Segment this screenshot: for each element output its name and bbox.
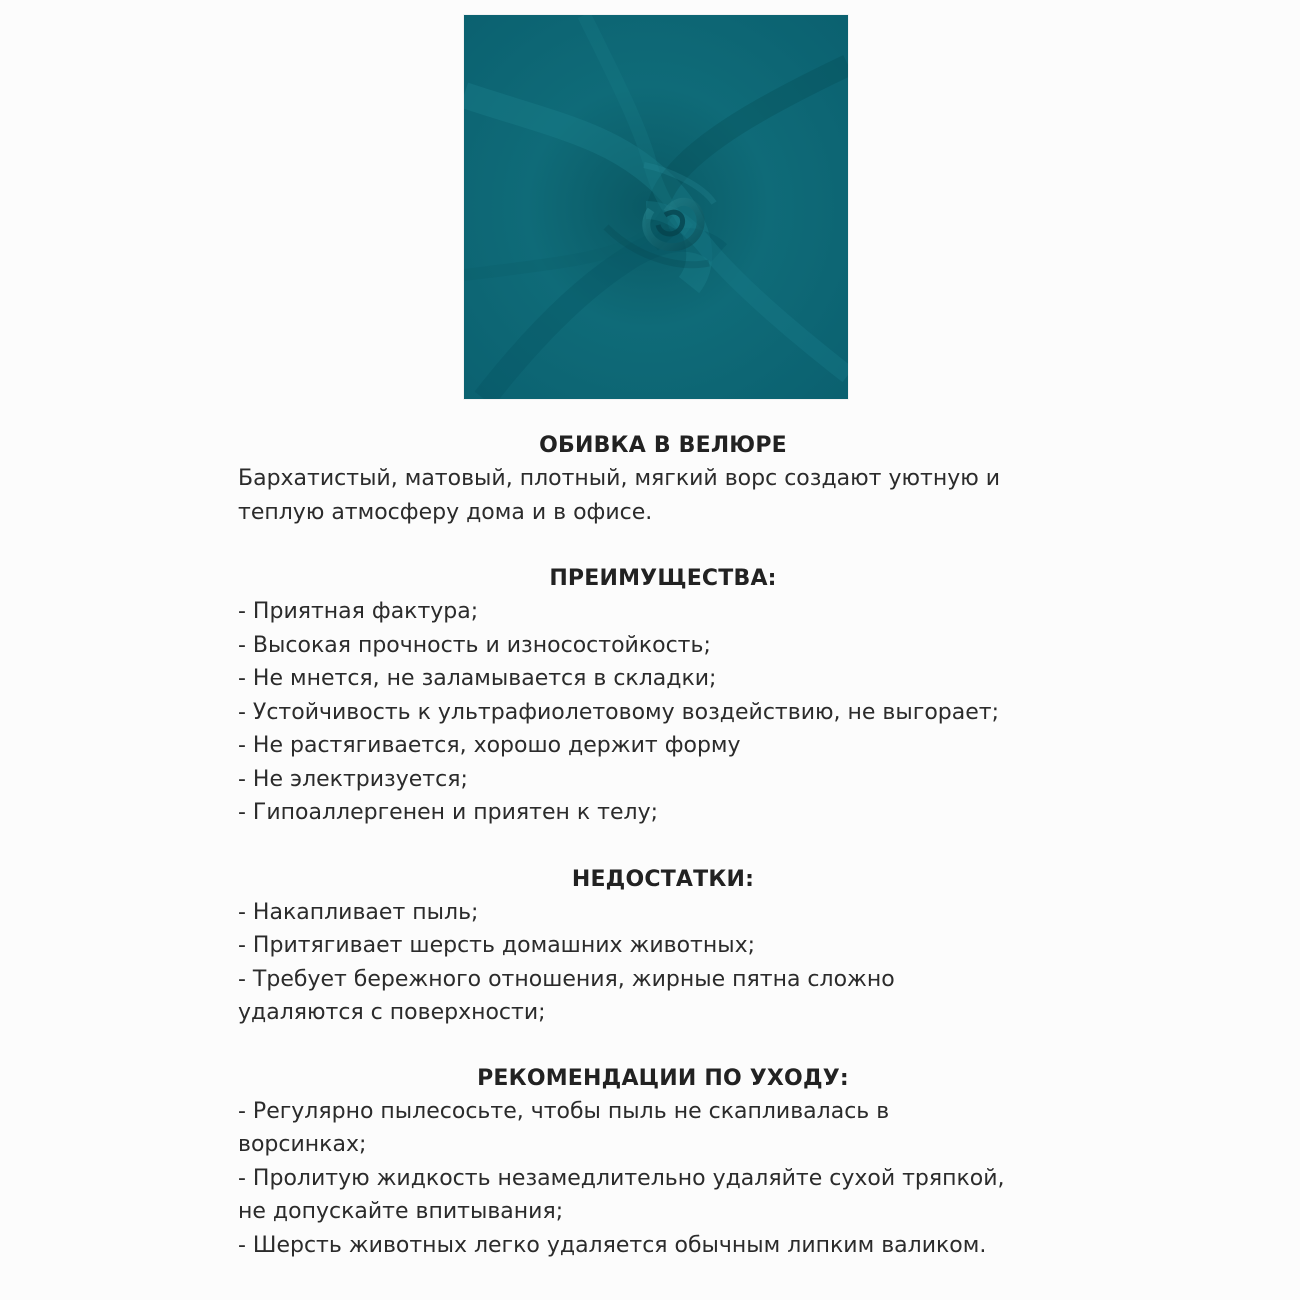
care-section <box>238 1062 1088 1263</box>
disadvantages-title: НЕДОСТАТКИ: <box>571 866 755 892</box>
disadvantages-item: - Притягивает шерсть домашних животных; <box>238 933 756 958</box>
care-item: - Шерсть животных легко удаляется обычным липким валиком. <box>238 1232 987 1258</box>
advantages-item: - Устойчивость к ультрафиолетовому воздействию, не выгорает; <box>238 699 999 725</box>
spacer <box>238 830 1088 863</box>
care-item: - Регулярно пылесосьте, чтобы пыль не скапливалась в <box>238 1098 890 1124</box>
advantages-item: - Не мнется, не заламывается в складки; <box>238 666 717 691</box>
care-list <box>238 1095 1088 1263</box>
care-item: ворсинках; <box>238 1132 367 1157</box>
advantages-item: - Не электризуется; <box>238 766 468 792</box>
disadvantages-section <box>238 863 1088 1030</box>
intro-title: ОБИВКА В ВЕЛЮРЕ <box>539 433 787 458</box>
disadvantages-item: удаляются с поверхности; <box>238 1000 546 1025</box>
advantages-item: - Гипоаллергенен и приятен к телу; <box>238 800 659 825</box>
intro-text-line-1: Бархатистый, матовый, плотный, мягкий ворс создают уютную и <box>238 466 1001 491</box>
advantages-title: ПРЕИМУЩЕСТВА: <box>549 566 777 591</box>
velour-fabric-swatch-image <box>464 15 848 399</box>
advantages-item: - Не растягивается, хорошо держит форму <box>238 733 741 758</box>
intro-text-line-2: теплую атмосферу дома и в офисе. <box>238 500 653 525</box>
advantages-section <box>238 562 1088 830</box>
advantages-list <box>238 595 1088 830</box>
disadvantages-list <box>238 896 1088 1030</box>
care-title: РЕКОМЕНДАЦИИ ПО УХОДУ: <box>477 1065 849 1091</box>
care-item: не допускайте впитывания; <box>238 1199 564 1224</box>
advantages-item: - Высокая прочность и износостойкость; <box>238 632 711 658</box>
disadvantages-item: - Требует бережного отношения, жирные пятна сложно <box>238 966 895 992</box>
spacer <box>238 1030 1088 1062</box>
spacer <box>238 530 1088 562</box>
intro-section <box>238 429 1088 530</box>
text-content <box>238 429 1088 1262</box>
advantages-item: - Приятная фактура; <box>238 599 479 624</box>
fabric-swatch-illustration <box>464 15 848 399</box>
disadvantages-item: - Накапливает пыль; <box>238 899 479 925</box>
care-item: - Пролитую жидкость незамедлительно удаляйте сухой тряпкой, <box>238 1165 1005 1191</box>
